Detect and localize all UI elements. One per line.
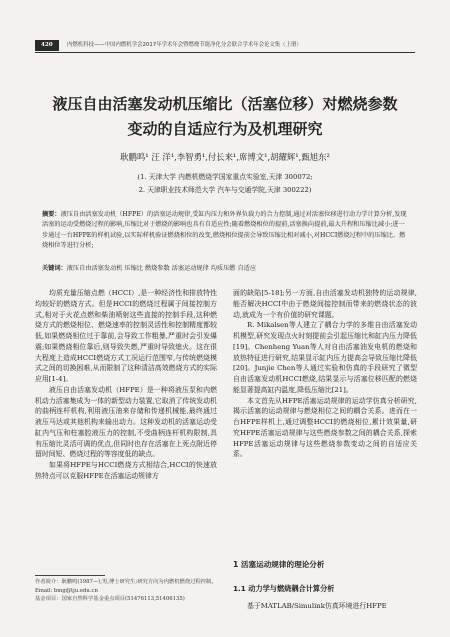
footnote-email: Email: bmg@tju.edu.cn <box>35 587 98 594</box>
paragraph: 如果将HFPE与HCCI燃烧方式相结合,HCCI的快速放热特点可以克服HFPE在活塞运动规律方 <box>35 461 217 480</box>
page-header <box>35 40 415 53</box>
paragraph: 本文首先从HFPE活塞运动规律的运动学仿真分析研究,揭示活塞的运动规律与燃烧相位之间的耦合关系。进而在一台HFPE样机上,通过调整HCCI的燃烧相位,累计效果量,研究HFPE活塞运动规律与这些燃烧参数之间的耦合关系,探索HFPE活塞运动规律与这些燃烧参数变动之间的自适应关系。 <box>233 396 417 459</box>
running-head: 内燃机科技——中国内燃机学会2017年学术年会暨燃烧节能净化分会联合学术年会论文集（上册） <box>67 42 302 48</box>
paragraph: 液压自由活塞发动机（HFPE）是一种将液压泵和内燃机动力活塞集成为一体的新型动力装置,它取消了传统发动机的曲柄连杆机构,利用液压油来存储和传递机械能,最终通过液压马达或其他机构来输出动力。这种发动机的活塞运动受缸内气压和柱塞腔液压力的控制,不受曲柄连杆机构限制,具有压缩比灵活可调的优点,但同时也存在活塞在上死点附近停留时间短、燃烧过程的等容度低的缺点。 <box>35 385 217 459</box>
paragraph: 均质充量压缩点燃（HCCI）,是一种经济性和排放特性均较好的燃烧方式。但是HCCI的燃烧过程属于间接控制方式,相对于火花点燃和柴油喷射这些直接的控制手段,这种燃烧方式的燃烧相位、燃烧速率的控制灵活性和控制精度都较低,如果燃烧相位过于靠前,会导致工作粗暴,严重时会引发爆震;如果燃烧相位靠后,则导致失燃,严重时导致熄火。这在很大程度上造成HCCI燃烧方式工况运行范围窄,与传统燃烧模式之间的切换困难,从而限制了这种清洁高效燃烧方式的实际应用[1-4]。 <box>35 289 217 383</box>
body-column-right <box>233 288 417 460</box>
paper-title-line-2: 变动的自适应行为及机理研究 <box>127 120 323 138</box>
paper-title-line-1: 液压自由活塞发动机压缩比（活塞位移）对燃烧参数 <box>52 95 398 113</box>
paragraph: 面的缺陷[5-18];另一方面,自由活塞发动机独特的运动规律,能否解决HCCI中由于燃烧间接控制而带来的燃烧状态的波动,就成为一个有价值的研究课题。 <box>233 289 417 319</box>
section-heading-1-1: 1.1 动力学与燃烧耦合计算分析 <box>233 584 335 593</box>
keywords-label: 关键词： <box>42 265 67 272</box>
abstract <box>42 210 410 251</box>
author-list: 耿鹏鸣¹ 汪 洋¹,李智勇¹,付长来¹,席博文¹,胡耀辉¹,甄旭东² <box>120 152 330 162</box>
footnotes <box>35 578 217 604</box>
keywords <box>42 264 410 274</box>
paragraph: R. Mikalsen等人建立了耦合力学的多维自由活塞发动机模型,研究发现点火时刻提前会引起压缩比和缸内压力降低[19]。Chenheng Yuan等人对自由活塞油发电机的燃烧和放热特征进行研究,结果显示缸内压力提高会导致压缩比降低[20]。Junjie Chen等人通过实验和仿真的手段研究了微型自由活塞发动机HCCI燃烧,结果显示与活塞位移匹配的燃烧能显著提高缸内温度,降低压缩比[21]。 <box>233 321 417 394</box>
section-heading-1: 1 活塞运动规律的理论分析 <box>233 560 325 569</box>
footnote-author: 作者简介：耿鹏鸣(1987—),男,博士研究生;研究方向为内燃机燃烧过程控制。 <box>35 579 217 585</box>
abstract-label: 摘要： <box>42 211 61 218</box>
body-text-continuation: 基于MATLAB/Simulink仿真环境进行HFPE <box>247 602 387 610</box>
footnote-funding: 基金项目：国家自然科学基金重点项目(51476113,51406135) <box>35 596 185 603</box>
affiliation-1: (1. 天津大学 内燃机燃烧学国家重点实验室,天津 300072; <box>137 173 313 181</box>
keywords-text: 液压自由活塞发动机 压缩比 燃烧参数 活塞运动规律 均质压燃 自适应 <box>66 265 257 272</box>
affiliation-2: 2. 天津职业技术师范大学 汽车与交通学院,天津 300222) <box>138 186 312 194</box>
footnote-divider <box>35 575 105 576</box>
abstract-text: 液压自由活塞发动机（HFPE）的活塞运动规律,受缸内压力和外界负载力的合力控制,通过对活塞位移进行动力学计算分析,发现活塞的运动受燃烧过程的影响,压缩比对于燃烧的影响也具有自适应性;随着燃烧相位的提前,活塞换向提前,最大升程和压缩比减小;进一步通过一台HFPE的样机试验,以实际样机验证燃烧相位的改变,燃烧相位提前会导致压缩比相对减小,对HCCI燃烧过程中的压缩比、燃烧相位等进行分析; <box>42 211 407 249</box>
page-number: 420 <box>35 40 59 51</box>
body-column-left <box>35 288 217 482</box>
